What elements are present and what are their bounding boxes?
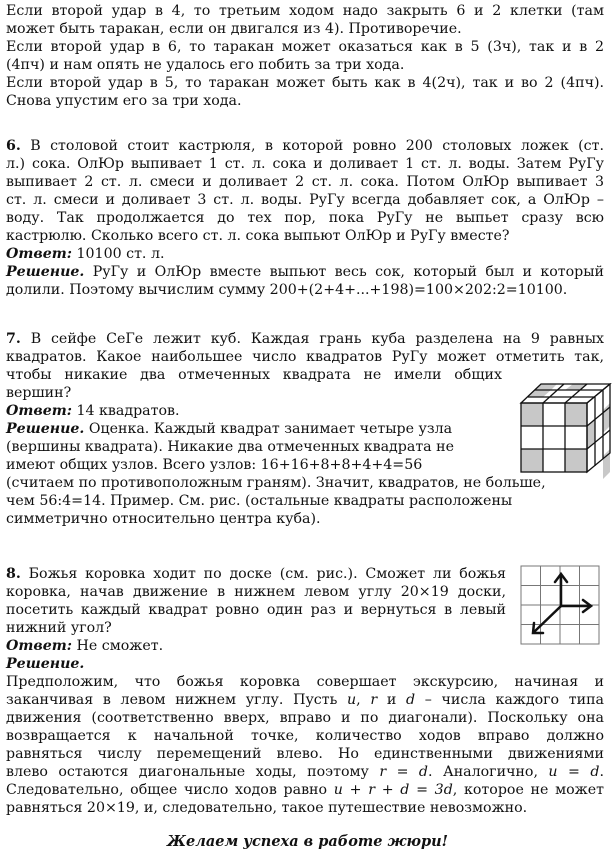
solution-line: чем 56:4=14. Пример. См. рис. (остальные квадраты расположены: [6, 493, 513, 509]
answer-line: Ответ: 14 квадратов.: [6, 403, 180, 419]
text-line: Если второй удар в 4, то третьим ходом надо закрыть 6 и 2 клетки (там: [6, 3, 604, 19]
problem-7-line: квадратов. Какое наибольшее число квадратов РуГу может отметить так,: [6, 349, 604, 365]
text-line: Если второй удар в 6, то таракан может оказаться как в 5 (3ч), так и в 2: [6, 39, 604, 55]
problem-6-line: воду. Так продолжается до тех пор, пока РуГу не выпьет сразу всю: [6, 210, 604, 226]
solution-label: Решение.: [6, 264, 85, 280]
problem-number: 7.: [6, 331, 21, 347]
solution-line: (вершины квадрата). Никакие два отмеченных квадрата не: [6, 439, 455, 455]
cube-figure: [517, 383, 613, 485]
solution-line: равняться числу перемещений влево. Но единственными движениями: [6, 746, 604, 762]
problem-7-line: чтобы никакие два отмеченных квадрата не имели общих: [6, 367, 502, 383]
text-line: Если второй удар в 5, то таракан может быть как в 4(2ч), так и во 2 (4пч).: [6, 75, 604, 91]
cube-marked-square: [565, 403, 587, 426]
problem-7-line: 7. В сейфе СеГе лежит куб. Каждая грань куба разделена на 9 равных: [6, 331, 604, 347]
solution-line: Решение. Оценка. Каждый квадрат занимает четыре узла: [6, 421, 453, 437]
problem-number: 8.: [6, 566, 21, 582]
solution-line: (считаем по противоположным граням). Значит, квадратов, не больше,: [6, 475, 546, 491]
solution-line: возвращается к начальной точке, количество ходов вправо должно: [6, 728, 604, 744]
cube-marked-square: [521, 403, 543, 426]
answer-line: Ответ: 10100 ст. л.: [6, 246, 165, 262]
solution-line: заканчивая в левом нижнем углу. Пусть u, r и d – числа каждого типа: [6, 692, 604, 708]
solution-line: Решение. РуГу и ОлЮр вместе выпьют весь сок, который был и который: [6, 264, 605, 280]
answer-line: Ответ: Не сможет.: [6, 638, 164, 654]
solution-label: Решение.: [6, 421, 85, 437]
problem-6-line: выпивает 2 ст. л. смеси и доливает 2 ст. л. сока. Потом ОлЮр выпивает 3: [6, 174, 604, 190]
solution-line: Предположим, что божья коровка совершает экскурсию, начиная и: [6, 674, 604, 690]
solution-line: влево остаются диагональные ходы, поэтому r = d. Аналогично, u = d.: [6, 764, 604, 780]
solution-line: движения (соответственно вверх, вправо и по диагонали). Поскольку она: [6, 710, 604, 726]
answer-label: Ответ:: [6, 246, 72, 262]
problem-8-line: нижний угол?: [6, 620, 112, 636]
ladybug-board-figure: [520, 565, 600, 645]
closing-line: Желаем успеха в работе жюри!: [166, 833, 449, 850]
problem-8-line: коровка, начав движение в нижнем левом углу 20×19 доски,: [6, 584, 506, 600]
answer-label: Ответ:: [6, 403, 72, 419]
problem-6-line: ст. л. смеси и доливает 3 ст. л. воды. РуГу всегда добавляет сок, а ОлЮр –: [6, 192, 604, 208]
solution-line: [6, 655, 84, 673]
problem-6-line: 6. В столовой стоит кастрюля, в которой ровно 200 столовых ложек (ст.: [6, 138, 604, 154]
text-line: (4пч) и нам опять не удалось его побить за три хода.: [6, 57, 405, 73]
problem-6-line: л.) сока. ОлЮр выпивает 1 ст. л. сока и доливает 1 ст. л. воды. Затем РуГу: [6, 156, 604, 172]
solution-line: симметрично относительно центра куба).: [6, 511, 321, 527]
cube-marked-square: [565, 449, 587, 472]
cube-marked-square: [521, 449, 543, 472]
solution-line: равняться 20×19, и, следовательно, такое путешествие невозможно.: [6, 800, 528, 816]
problem-8-line: посетить каждый квадрат ровно один раз и вернуться в левый: [6, 602, 506, 618]
problem-7-line: вершин?: [6, 385, 72, 401]
answer-label: Ответ:: [6, 638, 72, 654]
solution-label: Решение.: [6, 656, 85, 672]
problem-8-line: 8. Божья коровка ходит по доске (см. рис.). Сможет ли божья: [6, 566, 507, 582]
solution-line: Следовательно, общее число ходов равно u + r + d = 3d, которое не может: [6, 782, 604, 798]
solution-line: долили. Поэтому вычислим сумму 200+(2+4+...+198)=100×202:2=10100.: [6, 282, 568, 298]
text-line: может быть таракан, если он двигался из 4). Противоречие.: [6, 21, 462, 37]
problem-number: 6.: [6, 138, 21, 154]
solution-line: имеют общих узлов. Всего узлов: 16+16+8+8+4+4=56: [6, 457, 423, 473]
text-line: Снова упустим его за три хода.: [6, 93, 242, 109]
problem-6-line: кастрюлю. Сколько всего ст. л. сока выпьют ОлЮр и РуГу вместе?: [6, 228, 510, 244]
